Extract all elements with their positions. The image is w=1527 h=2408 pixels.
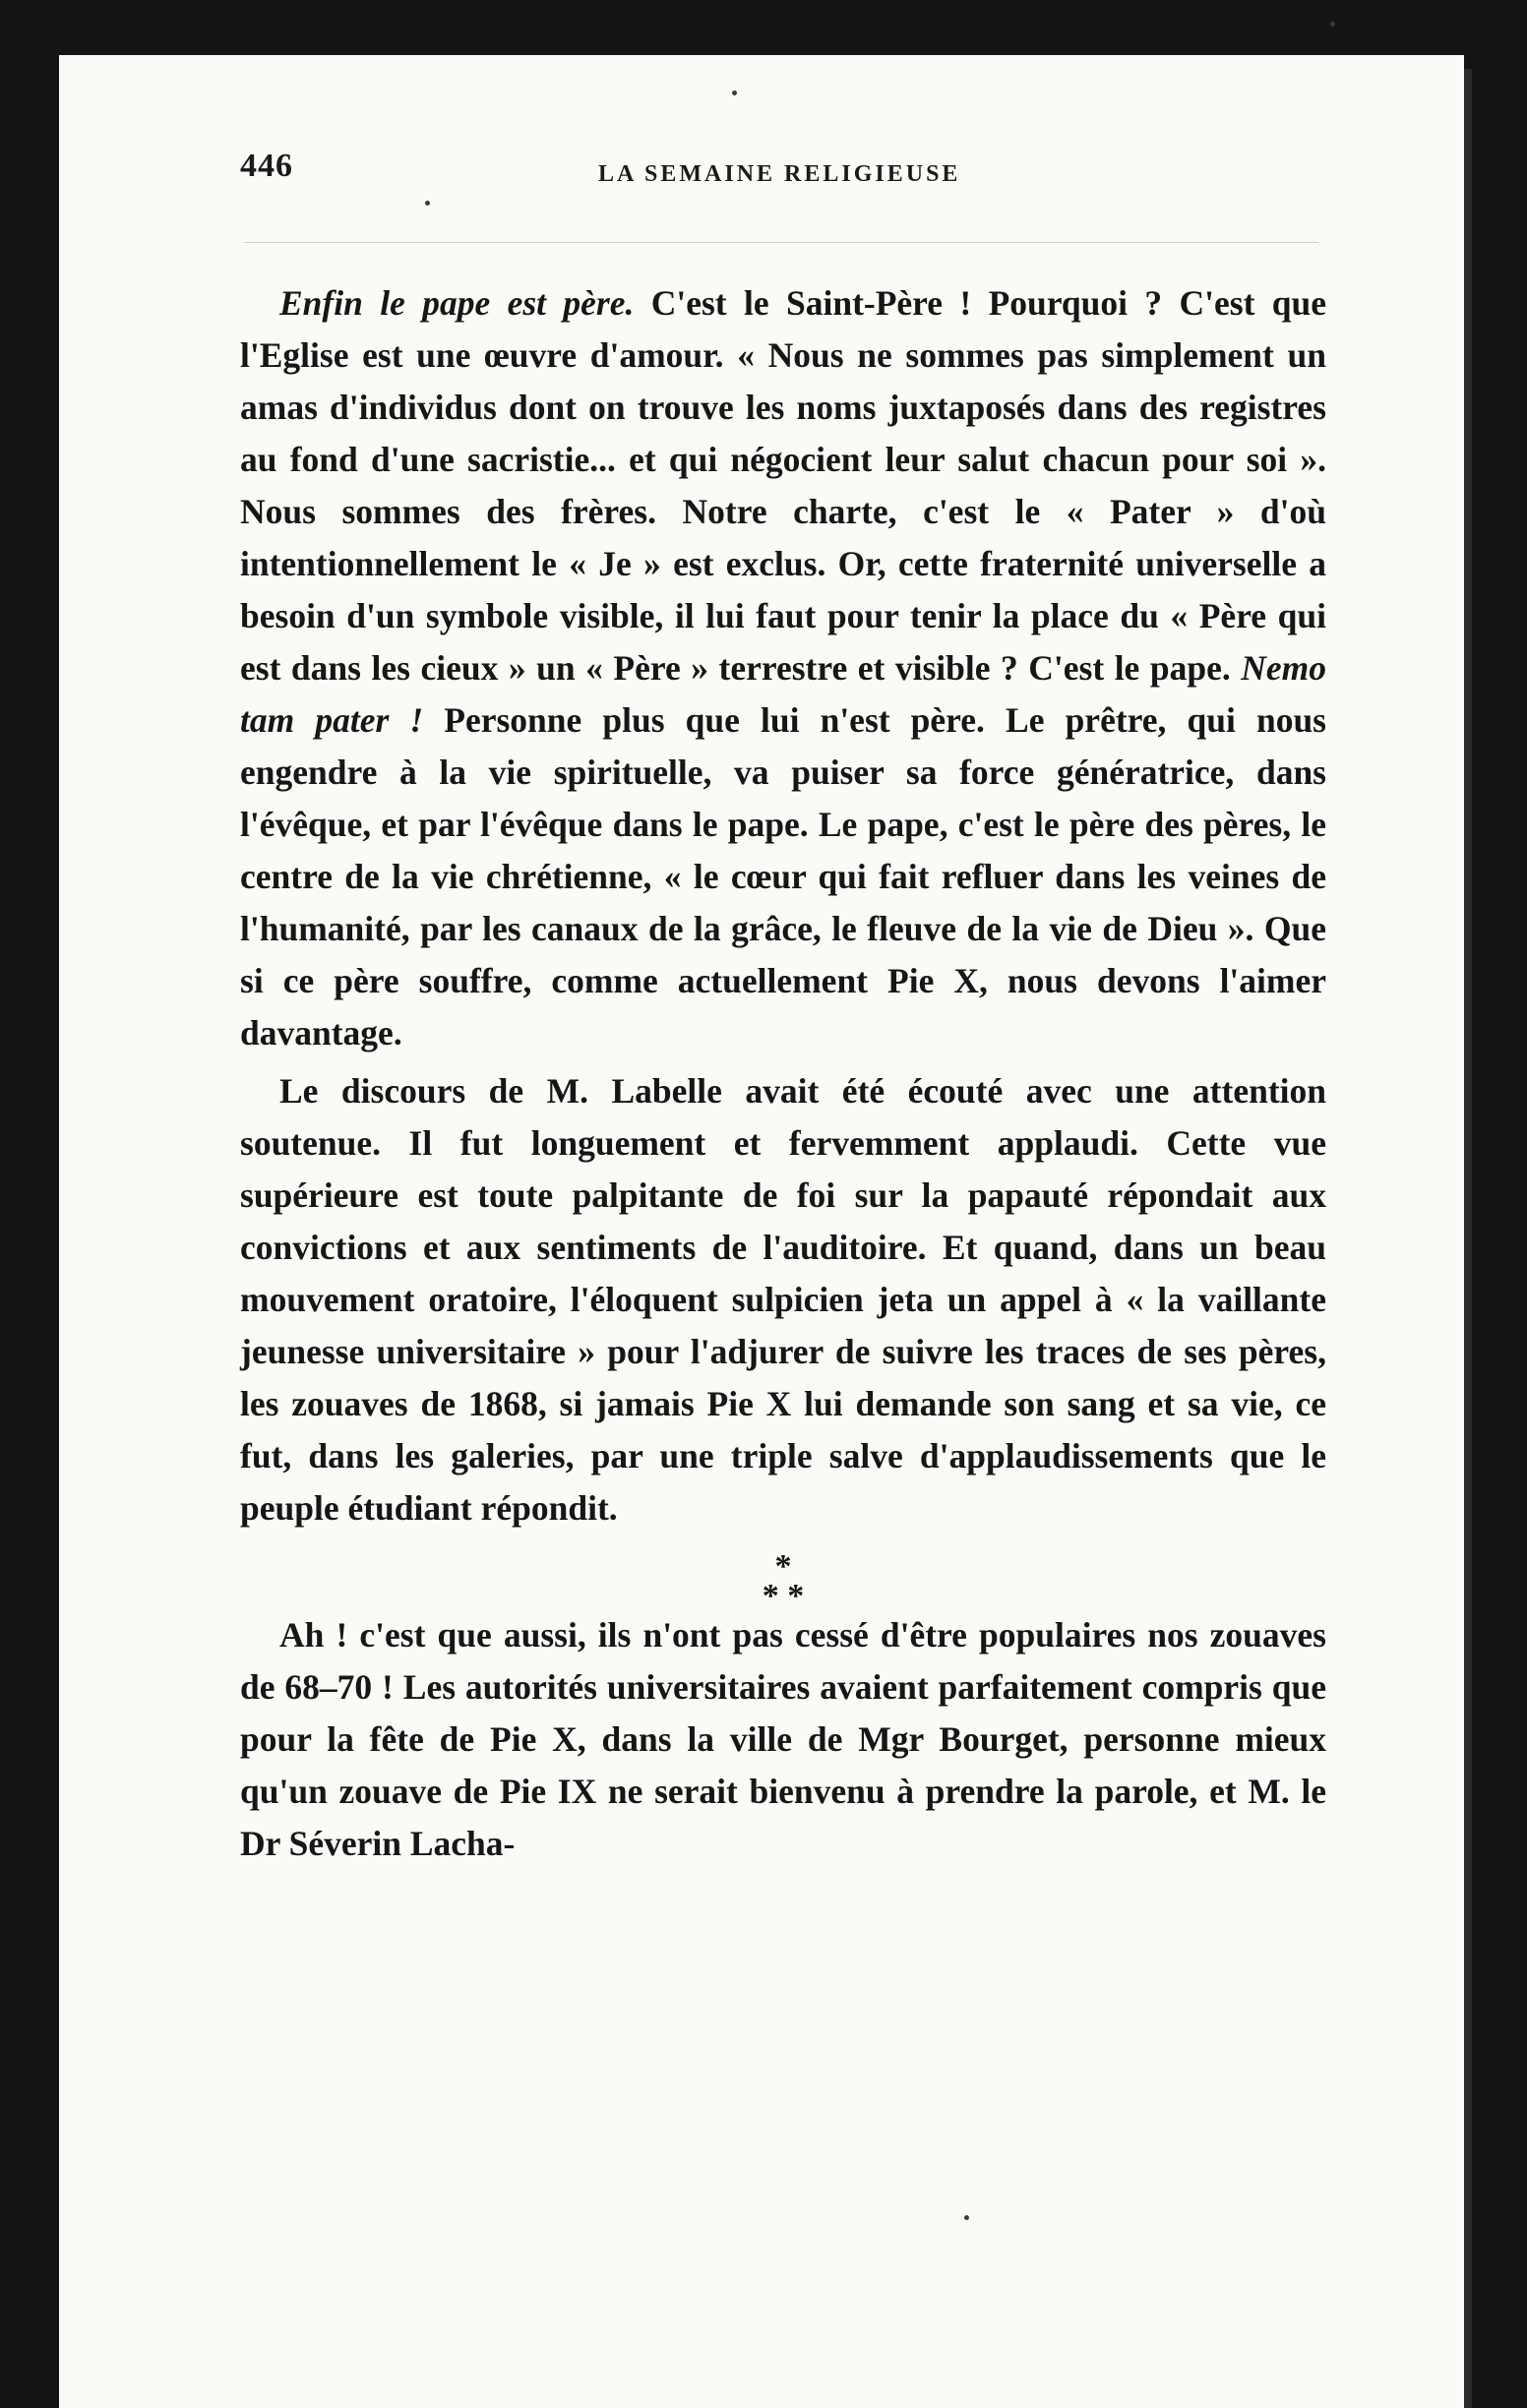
paragraph-1 bbox=[240, 277, 1326, 1059]
paragraph-text: C'est le Saint-Père ! Pourquoi ? C'est que l'Eglise est une œuvre d'amour. « Nous ne sommes pas simplement un amas d'individus dont on trouve les noms juxtaposés dans des registres au fond d'une sacristie... et qui négocient leur salut chacun pour soi ». Nous sommes des frères. Notre charte, c'est le « Pater » d'où intentionnellement le « Je » est exclus. Or, cette fraternité universelle a besoin d'un symbole visible, il lui faut pour tenir la place du « Père qui est dans les cieux » un « Père » terrestre et visible ? C'est le pape. bbox=[240, 283, 1326, 688]
header-rule bbox=[244, 242, 1318, 243]
adjacent-page-edge bbox=[1464, 69, 1472, 2408]
scan-speck bbox=[964, 2215, 969, 2220]
latin-quote: Nemo tam pater ! bbox=[240, 648, 1326, 740]
page-header bbox=[240, 148, 1322, 197]
paragraph-2: Le discours de M. Labelle avait été écouté avec une attention soutenue. Il fut longuement et fervemment applaudi. Cette vue supérieure est toute palpitante de foi sur la papauté répondait aux convictions et aux sentiments de l'auditoire. Et quand, dans un beau mouvement oratoire, l'éloquent sulpicien jeta un appel à « la vaillante jeunesse universitaire » pour l'adjurer de suivre les traces de ses pères, les zouaves de 1868, si jamais Pie X lui demande son sang et sa vie, ce fut, dans les galeries, par une triple salve d'applaudissements que le peuple étudiant répondit. bbox=[240, 1071, 1326, 1528]
running-title: LA SEMAINE RELIGIEUSE bbox=[598, 161, 961, 187]
paragraph-text: Personne plus que lui n'est père. Le prêtre, qui nous engendre à la vie spirituelle, va puiser sa force génératrice, dans l'évêque, et par l'évêque dans le pape. Le pape, c'est le père des pères, le centre de la vie chrétienne, « le cœur qui fait refluer dans les veines de l'humanité, par les canaux de la grâce, le fleuve de la vie de Dieu ». Que si ce père souffre, comme actuellement Pie X, nous devons l'aimer davantage. bbox=[240, 700, 1326, 1053]
section-break-asterism bbox=[240, 1535, 1326, 1614]
scan-speck bbox=[1330, 22, 1335, 27]
asterism-bottom: * * bbox=[762, 1578, 805, 1614]
italic-lead: Enfin le pape est père. bbox=[279, 283, 635, 323]
paragraph-3: Ah ! c'est que aussi, ils n'ont pas cessé d'être populaires nos zouaves de 68–70 ! Les autorités universitaires avaient parfaitement compris que pour la fête de Pie X, dans la ville de Mgr Bourget, personne mieux qu'un zouave de Pie IX ne serait bienvenu à prendre la parole, et M. le Dr Séverin Lacha- bbox=[240, 1615, 1326, 1863]
scan-speck bbox=[732, 90, 737, 95]
asterism-top: * bbox=[774, 1548, 792, 1585]
body-text bbox=[240, 277, 1326, 1870]
page-number: 446 bbox=[240, 148, 293, 184]
scan-speck bbox=[425, 201, 430, 206]
